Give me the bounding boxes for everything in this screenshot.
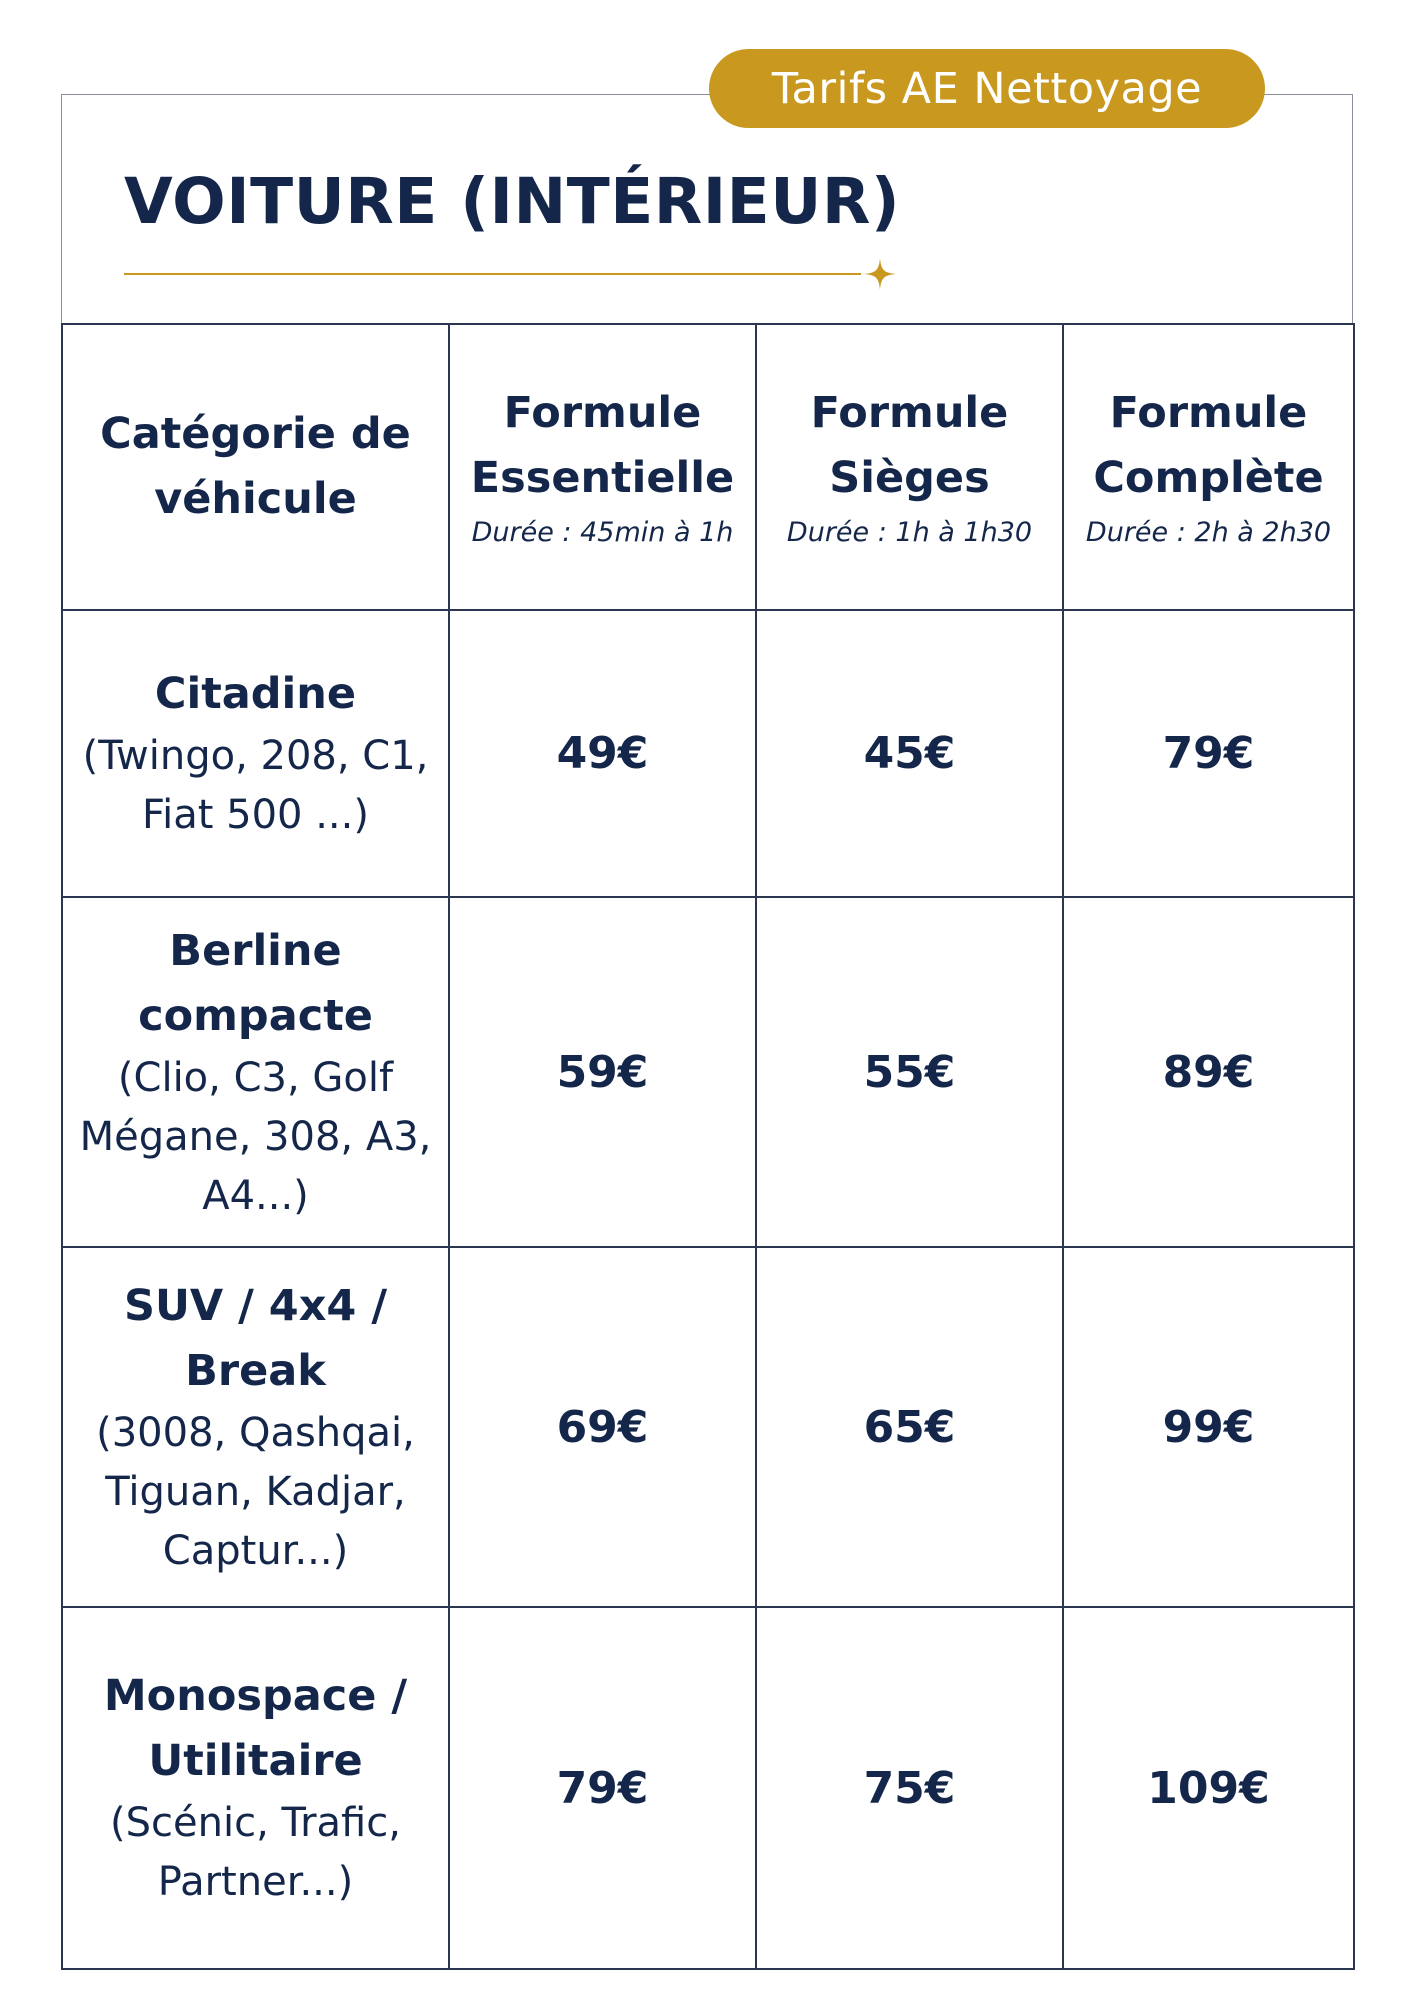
price-value: 75€ [863,1762,956,1814]
price-value: 55€ [863,1046,956,1098]
sparkle-icon [862,256,898,292]
table-row [62,897,1354,1247]
price-value: 49€ [556,728,649,779]
header-label: Formule Essentielle [470,388,735,503]
header-duration: Durée : 45min à 1h [471,517,734,548]
title-underline [124,273,861,275]
page-title: VOITURE (INTÉRIEUR) [124,165,901,238]
category-name: Citadine [154,669,357,719]
table-row [62,610,1354,897]
price-value: 79€ [1162,728,1255,779]
category-cell [62,897,449,1247]
price-cell [756,897,1063,1247]
category-cell [62,610,449,897]
price-cell [1063,1607,1354,1969]
price-value: 89€ [1162,1046,1255,1098]
category-name: SUV / 4x4 / Break [123,1280,388,1396]
price-value: 45€ [863,728,956,779]
price-value: 65€ [863,1401,956,1453]
price-cell [756,610,1063,897]
category-examples: (Scénic, Trafic, Partner...) [110,1800,401,1905]
price-value: 99€ [1162,1401,1255,1453]
brand-badge: Tarifs AE Nettoyage [709,49,1265,128]
header-label: Formule Complète [1093,388,1324,503]
category-examples: (Twingo, 208, C1, Fiat 500 ...) [82,733,429,838]
price-value: 59€ [556,1046,649,1098]
header-formule-essentielle [449,324,756,610]
price-value: 69€ [556,1401,649,1453]
price-cell [449,1247,756,1607]
category-examples: (Clio, C3, Golf Mégane, 308, A3, A4...) [79,1054,432,1219]
price-cell [756,1607,1063,1969]
table-header-row [62,324,1354,610]
header-label: Catégorie de véhicule [100,409,411,524]
category-cell [62,1247,449,1607]
price-value: 79€ [556,1762,649,1814]
price-value: 109€ [1147,1762,1270,1814]
header-duration: Durée : 2h à 2h30 [1085,517,1332,548]
price-cell [1063,897,1354,1247]
header-duration: Durée : 1h à 1h30 [786,517,1033,548]
header-formule-sieges [756,324,1063,610]
category-name: Berline compacte [138,925,373,1041]
price-table [61,323,1355,1970]
category-name: Monospace / Utilitaire [103,1671,408,1786]
price-cell [1063,610,1354,897]
header-formule-complete [1063,324,1354,610]
price-cell [449,897,756,1247]
table-row [62,1247,1354,1607]
price-cell [449,610,756,897]
price-cell [1063,1247,1354,1607]
price-cell [756,1247,1063,1607]
price-cell [449,1607,756,1969]
category-examples: (3008, Qashqai, Tiguan, Kadjar, Captur...) [96,1409,415,1574]
header-category [62,324,449,610]
header-label: Formule Sièges [810,388,1009,503]
table-row [62,1607,1354,1969]
category-cell [62,1607,449,1969]
